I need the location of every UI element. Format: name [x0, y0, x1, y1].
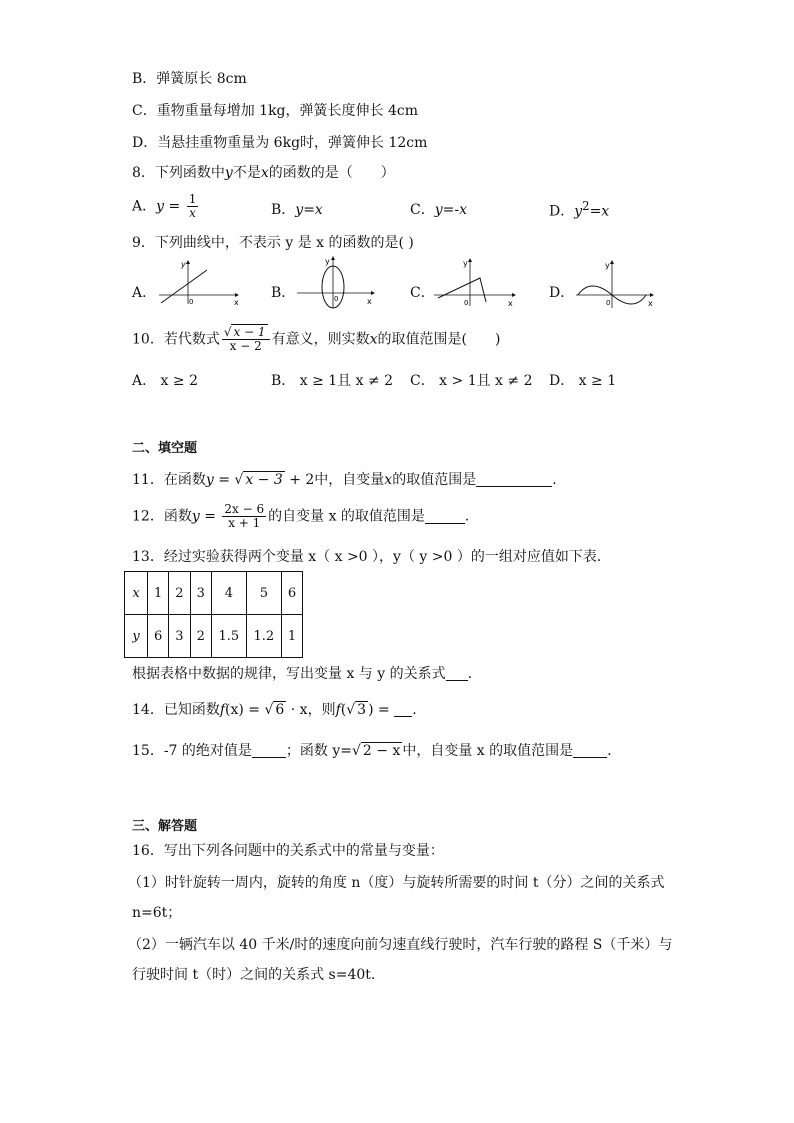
q9-graph-b	[293, 254, 378, 310]
q14-stem: 14．已知函数f(x) = √ 6 · x，则f(√ 3 ) = .	[132, 702, 417, 718]
q16-stem: 16．写出下列各问题中的关系式中的常量与变量：	[132, 843, 444, 859]
q9-stem: 9．下列曲线中，不表示 y 是 x 的函数的是( )	[132, 235, 414, 251]
answer-blank[interactable]	[573, 743, 607, 758]
svg-text:y: y	[325, 257, 330, 266]
q7-option-c: C．重物重量每增加 1kg，弹簧长度伸长 4cm	[132, 103, 418, 119]
q8-stem: 8．下列函数中y不是x的函数的是（ ）	[132, 165, 395, 181]
q13-prompt: 根据表格中数据的规律，写出变量 x 与 y 的关系式 .	[132, 666, 473, 682]
answer-blank[interactable]	[476, 472, 552, 487]
q16-part1-line2: n=6t；	[132, 905, 182, 921]
q9-label-c: C．	[410, 285, 435, 301]
fraction: $\frac{1}{x}$	[188, 192, 197, 220]
sqrt: √ x − 3	[234, 472, 283, 488]
q13-value-table	[124, 571, 303, 658]
q8-option-d: D．$y^2=x$	[549, 199, 610, 220]
svg-text:x: x	[367, 297, 372, 306]
answer-blank[interactable]	[394, 702, 412, 717]
sqrt: √ 2 − x	[352, 743, 401, 759]
svg-text:x: x	[648, 299, 653, 308]
q9-graph-d	[572, 258, 658, 310]
fraction: $\frac{2x - 6}{x + 1}$	[224, 502, 265, 530]
section-heading-solve: 三、解答题	[132, 819, 198, 834]
q8-option-b: B．y=x	[271, 202, 323, 218]
svg-text:0: 0	[606, 299, 611, 307]
q16-part2-line2: 行驶时间 t（时）之间的关系式 s=40t.	[132, 967, 376, 983]
q7-option-d: D．当悬挂重物重量为 6kg时，弹簧伸长 12cm	[132, 135, 428, 151]
q10-stem: 10．若代数式 $\frac{√ x - 1}{x - 2}$ 有意义，则实数x的取值范围是( )	[132, 325, 501, 353]
svg-text:y: y	[181, 260, 186, 269]
q9-label-b: B．	[271, 285, 296, 301]
q16-part2-line1: （2）一辆汽车以 40 千米/时的速度向前匀速直线行驶时，汽车行驶的路程 S（千米）与	[128, 937, 673, 953]
svg-text:x: x	[508, 299, 513, 308]
svg-text:y: y	[463, 259, 468, 268]
q9-label-a: A．	[132, 285, 157, 301]
q10-option-a: A． x ≥ 2	[132, 373, 198, 389]
q10-option-b: B． x ≥ 1且 x ≠ 2	[271, 373, 394, 389]
svg-text:0: 0	[189, 298, 194, 306]
table-row: y 6 3 2 1.5 1.2 1	[125, 615, 303, 658]
q12-stem: 12．函数y = $\frac{2x - 6}{x + 1}$ 的自变量 x 的取值范围是 .	[132, 502, 470, 530]
q15-stem: 15．-7 的绝对值是 ；函数 y=√ 2 − x 中，自变量 x 的取值范围是 .	[132, 743, 612, 759]
q8-option-c: C．y=-x	[410, 202, 467, 218]
svg-text:x: x	[234, 298, 239, 307]
q10-option-d: D． x ≥ 1	[549, 373, 617, 389]
svg-text:y: y	[605, 261, 610, 270]
q13-stem: 13．经过实验获得两个变量 x（ x >0 ），y（ y >0 ）的一组对应值如下表．	[132, 549, 611, 565]
svg-text:0: 0	[464, 299, 469, 307]
q10-option-c: C． x > 1且 x ≠ 2	[410, 373, 533, 389]
q8-option-a: A．y = $\frac{1}{x}$	[132, 192, 197, 220]
q16-part1-line1: （1）时针旋转一周内，旋转的角度 n（度）与旋转所需要的时间 t（分）之间的关系式	[128, 875, 665, 891]
q11-stem: 11．在函数y = √ x − 3 + 2中，自变量x的取值范围是 .	[132, 472, 557, 488]
sqrt: √ 3	[346, 702, 367, 718]
svg-text:0: 0	[334, 295, 339, 303]
q7-option-b: B．弹簧原长 8cm	[132, 71, 247, 87]
q9-label-d: D．	[549, 285, 575, 301]
sqrt: √ 6	[264, 702, 285, 718]
fraction: $\frac{√ x - 1}{x - 2}$	[222, 326, 270, 353]
table-row: x 1 2 3 4 5 6	[125, 572, 303, 615]
section-heading-fill-in: 二、填空题	[132, 441, 198, 456]
answer-blank[interactable]	[252, 743, 286, 758]
q9-graph-a	[155, 258, 240, 308]
q9-graph-c	[430, 256, 518, 308]
answer-blank[interactable]	[425, 509, 465, 524]
answer-blank[interactable]	[446, 666, 468, 681]
